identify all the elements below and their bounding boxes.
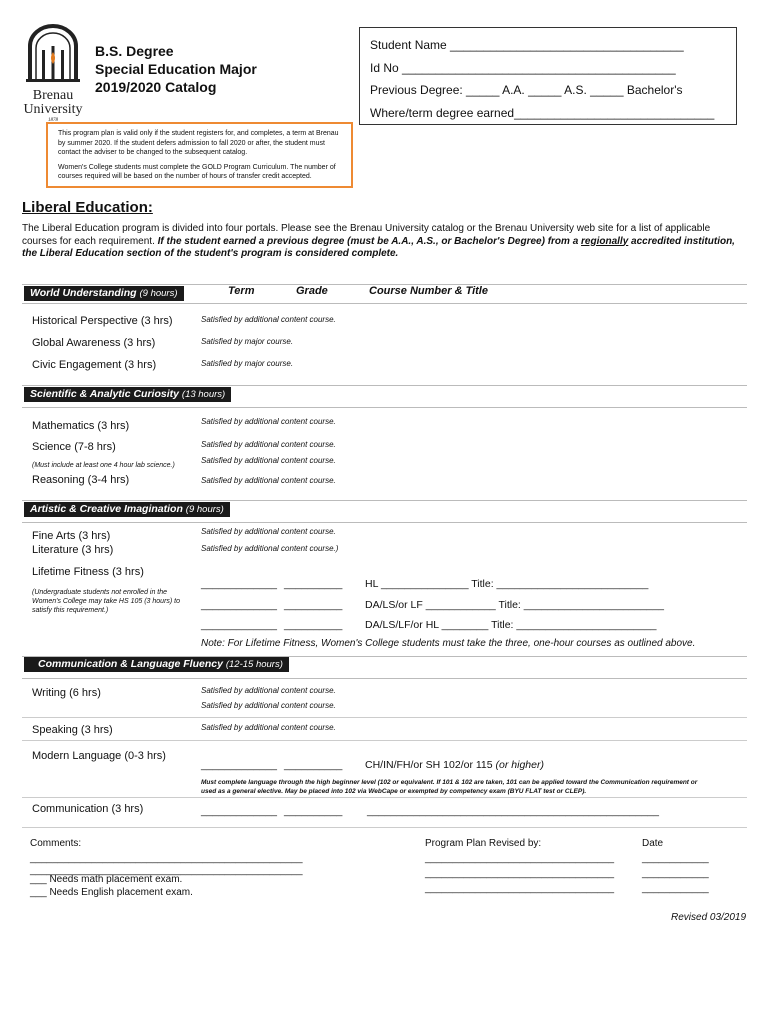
world-label: World Understanding (30, 287, 140, 299)
lifetime-fitness: Lifetime Fitness (3 hrs) (32, 566, 144, 578)
revised-by-line-1[interactable]: __________________________________ (425, 853, 615, 864)
mathematics-status: Satisfied by additional content course. (201, 417, 336, 426)
fitness-grade-3[interactable]: __________ (284, 619, 343, 631)
writing: Writing (6 hrs) (32, 687, 101, 699)
artistic-label-text: Artistic & Creative Imagination (30, 503, 186, 515)
fine-arts-status: Satisfied by additional content course. (201, 527, 336, 536)
date-label: Date (642, 838, 664, 849)
plan-revised-label: Program Plan Revised by: (425, 838, 542, 849)
speaking-divider (22, 740, 747, 741)
modern-term[interactable]: _____________ (201, 759, 277, 771)
id-no-field[interactable]: Id No _________________________________________ (370, 60, 676, 75)
intro-bold2: accredited institution, the Liberal Education section of the student's program is considered complete. (22, 235, 735, 259)
reasoning-status: Satisfied by additional content course. (201, 476, 336, 485)
civic-status: Satisfied by major course. (201, 359, 294, 368)
modern-language: Modern Language (0-3 hrs) (32, 750, 166, 762)
science-lab-note: (Must include at least one 4 hour lab science.) (32, 462, 175, 469)
date-line-3[interactable]: ____________ (642, 883, 709, 894)
notice-validity: This program plan is valid only if the student registers for, and completes, a term at Brenau by summer 2020. If the student defers admission to fall 2020 or after, the student must contact the adviser to be changed to the subsequent catalog. (58, 130, 339, 156)
comments-line-1[interactable]: _________________________________________________ (30, 853, 303, 864)
fine-arts: Fine Arts (3 hrs) (32, 530, 111, 542)
communication-label (24, 657, 289, 672)
revised-by-line-2[interactable]: __________________________________ (425, 868, 615, 879)
intro-regionally: regionally (581, 235, 629, 247)
date-line-1[interactable]: ____________ (642, 853, 709, 864)
modern-course-text: CH/IN/FH/or SH 102/or 115 (365, 759, 496, 771)
writing-divider (22, 717, 747, 718)
global-awareness: Global Awareness (3 hrs) (32, 337, 156, 349)
historical-status: Satisfied by additional content course. (201, 315, 336, 324)
fitness-note-womens: Note: For Lifetime Fitness, Women's College students must take the three, one-hour courses as outlined above. (201, 638, 696, 649)
logo-year: 1878 (48, 118, 58, 123)
notice-gold: Women's College students must complete the GOLD Program Curriculum. The number of courses required will be based on the number of hours of transfer credit accepted. (58, 163, 336, 180)
scientific-label-text: Scientific & Analytic Curiosity (30, 388, 182, 400)
literature-status: Satisfied by additional content course.) (201, 544, 339, 553)
modern-course (365, 759, 544, 771)
liberal-intro (22, 223, 742, 261)
student-info-box (359, 27, 737, 125)
revision-date: Revised 03/2019 (671, 912, 747, 923)
fitness-term-1[interactable]: _____________ (201, 578, 277, 590)
fitness-grade-1[interactable]: __________ (284, 578, 343, 590)
reasoning: Reasoning (3-4 hrs) (32, 474, 130, 486)
title-line2: Special Education Major (95, 61, 257, 77)
comm-title[interactable]: __________________________________________________ (367, 805, 659, 817)
science-status-2: Satisfied by additional content course. (201, 456, 336, 465)
course-column-header: Course Number & Title (369, 285, 488, 297)
degree-title (95, 42, 257, 96)
fitness-term-3[interactable]: _____________ (201, 619, 277, 631)
historical-perspective: Historical Perspective (3 hrs) (32, 315, 173, 327)
comm-grade[interactable]: __________ (284, 805, 343, 817)
arch-icon (22, 24, 84, 82)
literature: Literature (3 hrs) (32, 544, 114, 556)
dalslf-course-line[interactable]: DA/LS/or LF ____________ Title: ________________________ (365, 599, 664, 611)
communication-hours: (12-15 hours) (225, 659, 283, 670)
modern-higher: (or higher) (495, 759, 544, 771)
mathematics: Mathematics (3 hrs) (32, 420, 130, 432)
speaking-status: Satisfied by additional content course. (201, 723, 336, 732)
writing-status-2: Satisfied by additional content course. (201, 701, 336, 710)
logo-name2: University (23, 102, 83, 117)
science: Science (7-8 hrs) (32, 441, 116, 453)
liberal-education-heading: Liberal Education: (22, 199, 153, 216)
dalslfhl-course-line[interactable]: DA/LS/LF/or HL ________ Title: ________________________ (365, 619, 657, 631)
communication-label-text: Communication & Language Fluency (38, 658, 226, 670)
world-hours: (9 hours) (139, 288, 178, 299)
writing-status-1: Satisfied by additional content course. (201, 686, 336, 695)
logo-name1: Brenau (32, 88, 74, 103)
english-placement[interactable]: ___ Needs English placement exam. (30, 887, 193, 898)
fitness-note: (Undergraduate students not enrolled in the Women's College may take HS 105 (3 hours) to satisfy this requirement.) (32, 589, 181, 614)
math-placement[interactable]: ___ Needs math placement exam. (30, 874, 183, 885)
intro-plain: The Liberal Education program is divided into four portals. Please see the Brenau University catalog or the Brenau University web site for a list of applicable courses for each requirement. (22, 223, 711, 247)
student-name-field[interactable]: Student Name ___________________________________ (370, 38, 684, 52)
science-status: Satisfied by additional content course. (201, 440, 336, 449)
where-term-field[interactable]: Where/term degree earned______________________________ (370, 105, 715, 120)
global-status: Satisfied by major course. (201, 337, 294, 346)
scientific-hours: (13 hours) (181, 389, 226, 400)
term-column-header: Term (228, 285, 255, 297)
artistic-label (24, 502, 230, 517)
grade-column-header: Grade (296, 285, 328, 297)
civic-engagement: Civic Engagement (3 hrs) (32, 359, 157, 371)
fitness-term-2[interactable]: _____________ (201, 599, 277, 611)
world-understanding-label (24, 286, 184, 301)
comm-term[interactable]: _____________ (201, 805, 277, 817)
intro-bold1: If the student earned a previous degree (must be A.A., A.S., or Bachelor's Degree) from a (157, 235, 582, 247)
artistic-hours: (9 hours) (185, 504, 224, 515)
scientific-label (24, 387, 231, 402)
brenau-logo (22, 24, 84, 123)
comm-divider (22, 827, 747, 828)
comments-label: Comments: (30, 838, 82, 849)
previous-degree-field[interactable]: Previous Degree: _____ A.A. _____ A.S. _____ Bachelor's (370, 83, 683, 97)
modern-divider (22, 797, 747, 798)
revised-by-line-3[interactable]: __________________________________ (425, 883, 615, 894)
hl-course-line[interactable]: HL _______________ Title: __________________________ (365, 578, 649, 590)
date-line-2[interactable]: ____________ (642, 868, 709, 879)
fitness-grade-2[interactable]: __________ (284, 599, 343, 611)
title-line1: B.S. Degree (95, 43, 174, 59)
comments-line-2[interactable]: _________________________________________________ (30, 865, 303, 876)
communication-course: Communication (3 hrs) (32, 803, 144, 815)
validity-notice (46, 122, 353, 188)
title-line3: 2019/2020 Catalog (95, 79, 217, 95)
modern-language-note: Must complete language through the high beginner level (102 or equivalent. If 101 & 102 are taken, 101 can be applied toward the Communication requirement or used as a general elective. May be placed into 102 via WebCape or exempted by competency exam (BYU FLAT test or CLEP). (201, 779, 698, 795)
modern-grade[interactable]: __________ (284, 759, 343, 771)
speaking: Speaking (3 hrs) (32, 724, 113, 736)
